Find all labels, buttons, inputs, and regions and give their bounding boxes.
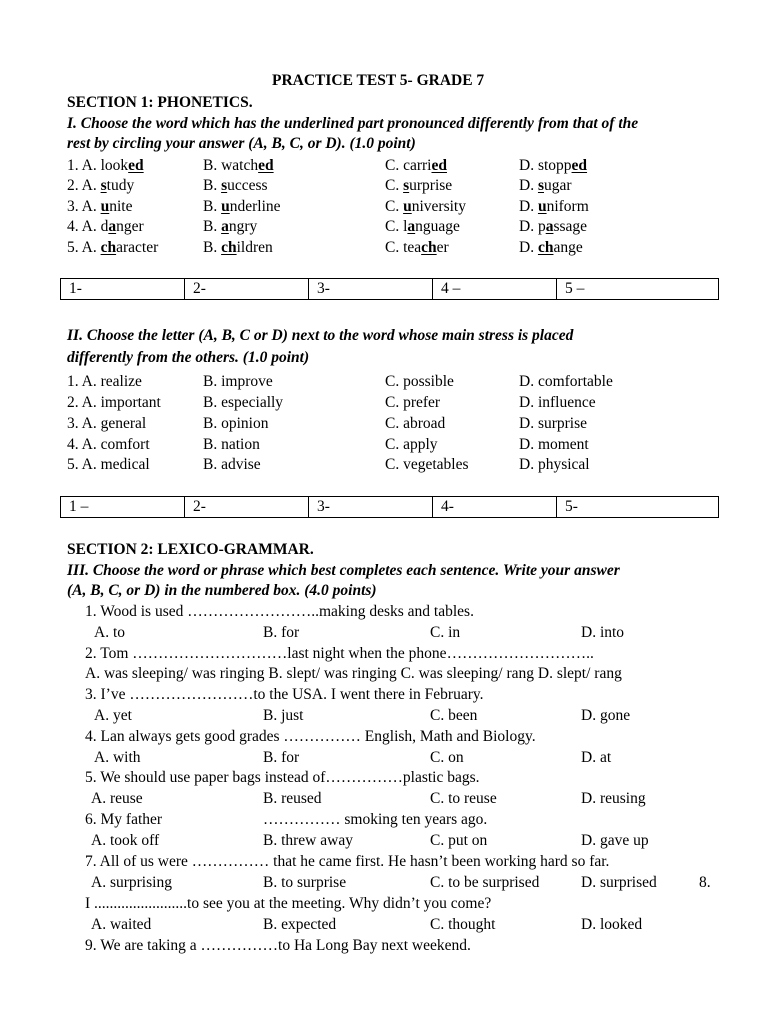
part1-instruction-line2: rest by circling your answer (A, B, C, or D). (1.0 point) bbox=[67, 135, 416, 152]
part1-q5-option-b[interactable]: B. children bbox=[203, 239, 273, 256]
part2-q2-a: 2. A. important bbox=[67, 394, 161, 411]
q7-option-b[interactable]: B. to surprise bbox=[263, 874, 347, 891]
part1-q2-option-a[interactable]: 2. A. study bbox=[67, 177, 135, 194]
part1-q1-option-d[interactable]: D. stopped bbox=[519, 157, 588, 174]
q8-option-c[interactable]: C. thought bbox=[430, 916, 496, 933]
part2-answer-box bbox=[60, 496, 719, 518]
part2-q4-a: 4. A. comfort bbox=[67, 436, 150, 453]
underlined-sound: a bbox=[407, 218, 416, 235]
q3-option-b[interactable]: B. just bbox=[263, 707, 304, 724]
q6-option-d[interactable]: D. gave up bbox=[581, 832, 649, 849]
q7-option-a[interactable]: A. surprising bbox=[91, 874, 172, 891]
question-6-stem: 6. My father bbox=[85, 811, 163, 828]
underlined-sound: ed bbox=[431, 157, 447, 174]
underlined-sound: s bbox=[537, 177, 544, 194]
part1-q4-option-c[interactable]: C. language bbox=[385, 218, 460, 235]
q6-option-b[interactable]: B. threw away bbox=[263, 832, 353, 849]
q1-option-a[interactable]: A. to bbox=[94, 624, 125, 641]
q4-option-a[interactable]: A. with bbox=[94, 749, 141, 766]
part1-q5-option-d[interactable]: D. change bbox=[519, 239, 583, 256]
q6-option-c[interactable]: C. put on bbox=[430, 832, 488, 849]
question-4-stem: 4. Lan always gets good grades …………… English, Math and Biology. bbox=[85, 728, 536, 745]
answer-cell[interactable]: 5 – bbox=[557, 279, 719, 300]
part1-instruction-line1: I. Choose the word which has the underlined part pronounced differently from that of the bbox=[67, 115, 639, 132]
question-2-stem: 2. Tom …………………………last night when the phone……………………….. bbox=[85, 645, 594, 662]
section2-heading: SECTION 2: LEXICO-GRAMMAR. bbox=[67, 541, 314, 558]
page-title: PRACTICE TEST 5- GRADE 7 bbox=[272, 72, 485, 89]
underlined-sound: u bbox=[537, 198, 547, 215]
part3-instruction-line1: III. Choose the word or phrase which best completes each sentence. Write your answer bbox=[67, 562, 620, 579]
part2-instruction-line2: differently from the others. (1.0 point) bbox=[67, 349, 310, 366]
q5-option-b[interactable]: B. reused bbox=[263, 790, 322, 807]
underlined-sound: u bbox=[221, 198, 230, 215]
part2-q3-c: C. abroad bbox=[385, 415, 446, 432]
q4-option-d[interactable]: D. at bbox=[581, 749, 612, 766]
underlined-sound: ch bbox=[421, 239, 437, 256]
q3-option-a[interactable]: A. yet bbox=[94, 707, 132, 724]
part1-q4-option-a[interactable]: 4. A. danger bbox=[67, 218, 144, 235]
question-3-stem: 3. I’ve ……………………to the USA. I went there in February. bbox=[85, 686, 484, 703]
q7-option-d[interactable]: D. surprised bbox=[581, 874, 657, 891]
part1-q1-option-a[interactable]: 1. A. looked bbox=[67, 157, 144, 174]
answer-cell[interactable]: 1- bbox=[61, 279, 185, 300]
question-7-stem: 7. All of us were …………… that he came first. He hasn’t been working hard so far. bbox=[85, 853, 610, 870]
question-9-stem: 9. We are taking a ……………to Ha Long Bay next weekend. bbox=[85, 937, 471, 954]
question-6-stem-blank: …………… smoking ten years ago. bbox=[263, 811, 488, 828]
answer-cell[interactable]: 5- bbox=[557, 497, 719, 518]
q1-option-d[interactable]: D. into bbox=[581, 624, 625, 641]
q4-option-b[interactable]: B. for bbox=[263, 749, 300, 766]
part1-q3-option-c[interactable]: C. university bbox=[385, 198, 466, 215]
answer-cell[interactable]: 4 – bbox=[433, 279, 557, 300]
part3-instruction-line2: (A, B, C, or D) in the numbered box. (4.0 points) bbox=[67, 582, 377, 599]
answer-cell[interactable]: 3- bbox=[309, 279, 433, 300]
underlined-sound: ed bbox=[258, 157, 274, 174]
part2-q3-a: 3. A. general bbox=[67, 415, 147, 432]
part1-q2-option-d[interactable]: D. sugar bbox=[519, 177, 572, 194]
part2-q2-c: C. prefer bbox=[385, 394, 441, 411]
question-8-stem: I ........................to see you at the meeting. Why didn’t you come? bbox=[85, 895, 492, 912]
q4-option-c[interactable]: C. on bbox=[430, 749, 464, 766]
q5-option-d[interactable]: D. reusing bbox=[581, 790, 646, 807]
underlined-sound: s bbox=[221, 177, 228, 194]
q2-options[interactable]: A. was sleeping/ was ringing B. slept/ was ringing C. was sleeping/ rang D. slept/ rang bbox=[85, 665, 622, 682]
part1-q1-option-c[interactable]: C. carried bbox=[385, 157, 447, 174]
part2-q5-b: B. advise bbox=[203, 456, 261, 473]
part2-q4-c: C. apply bbox=[385, 436, 438, 453]
question-1-stem: 1. Wood is used ……………………..making desks and tables. bbox=[85, 603, 474, 620]
part2-q1-c: C. possible bbox=[385, 373, 454, 390]
part1-q3-option-d[interactable]: D. uniform bbox=[519, 198, 589, 215]
part1-q2-option-c[interactable]: C. surprise bbox=[385, 177, 453, 194]
underlined-sound: a bbox=[545, 218, 554, 235]
question-8-number: 8. bbox=[699, 874, 711, 891]
part1-q4-option-d[interactable]: D. passage bbox=[519, 218, 588, 235]
q1-option-c[interactable]: C. in bbox=[430, 624, 461, 641]
part2-q1-a: 1. A. realize bbox=[67, 373, 142, 390]
q1-option-b[interactable]: B. for bbox=[263, 624, 300, 641]
q8-option-d[interactable]: D. looked bbox=[581, 916, 643, 933]
q6-option-a[interactable]: A. took off bbox=[91, 832, 160, 849]
part1-q1-option-b[interactable]: B. watched bbox=[203, 157, 274, 174]
answer-cell[interactable]: 1 – bbox=[61, 497, 185, 518]
underlined-sound: ch bbox=[100, 239, 117, 256]
underlined-sound: u bbox=[403, 198, 412, 215]
part1-q4-option-b[interactable]: B. angry bbox=[203, 218, 258, 235]
part1-q5-option-a[interactable]: 5. A. character bbox=[67, 239, 159, 256]
question-5-stem: 5. We should use paper bags instead of……………plastic bags. bbox=[85, 769, 480, 786]
part2-q5-d: D. physical bbox=[519, 456, 590, 473]
part2-q3-b: B. opinion bbox=[203, 415, 269, 432]
q8-option-b[interactable]: B. expected bbox=[263, 916, 337, 933]
part1-q3-option-b[interactable]: B. underline bbox=[203, 198, 281, 215]
part2-q1-d: D. comfortable bbox=[519, 373, 613, 390]
q5-option-c[interactable]: C. to reuse bbox=[430, 790, 497, 807]
q5-option-a[interactable]: A. reuse bbox=[91, 790, 143, 807]
underlined-sound: s bbox=[403, 177, 410, 194]
part2-q2-b: B. especially bbox=[203, 394, 284, 411]
part1-q2-option-b[interactable]: B. success bbox=[203, 177, 268, 194]
part1-q5-option-c[interactable]: C. teacher bbox=[385, 239, 449, 256]
underlined-sound: a bbox=[108, 218, 117, 235]
underlined-sound: s bbox=[100, 177, 107, 194]
part2-q4-b: B. nation bbox=[203, 436, 260, 453]
part1-answer-box bbox=[60, 278, 719, 300]
part2-q5-c: C. vegetables bbox=[385, 456, 469, 473]
q3-option-d[interactable]: D. gone bbox=[581, 707, 631, 724]
part2-q3-d: D. surprise bbox=[519, 415, 588, 432]
answer-cell[interactable]: 3- bbox=[309, 497, 433, 518]
q8-option-a[interactable]: A. waited bbox=[91, 916, 152, 933]
part2-q4-d: D. moment bbox=[519, 436, 589, 453]
underlined-sound: ed bbox=[571, 157, 588, 174]
part2-q2-d: D. influence bbox=[519, 394, 596, 411]
part2-q5-a: 5. A. medical bbox=[67, 456, 150, 473]
answer-cell[interactable]: 4- bbox=[433, 497, 557, 518]
underlined-sound: ch bbox=[221, 239, 237, 256]
underlined-sound: a bbox=[221, 218, 229, 235]
answer-cell[interactable]: 2- bbox=[185, 497, 309, 518]
q3-option-c[interactable]: C. been bbox=[430, 707, 478, 724]
part1-q3-option-a[interactable]: 3. A. unite bbox=[67, 198, 133, 215]
underlined-sound: u bbox=[100, 198, 110, 215]
section1-heading: SECTION 1: PHONETICS. bbox=[67, 94, 253, 111]
underlined-sound: ed bbox=[128, 157, 144, 174]
underlined-sound: ch bbox=[537, 239, 554, 256]
q7-option-c[interactable]: C. to be surprised bbox=[430, 874, 540, 891]
part2-q1-b: B. improve bbox=[203, 373, 273, 390]
answer-cell[interactable]: 2- bbox=[185, 279, 309, 300]
part2-instruction-line1: II. Choose the letter (A, B, C or D) next to the word whose main stress is placed bbox=[67, 327, 574, 344]
